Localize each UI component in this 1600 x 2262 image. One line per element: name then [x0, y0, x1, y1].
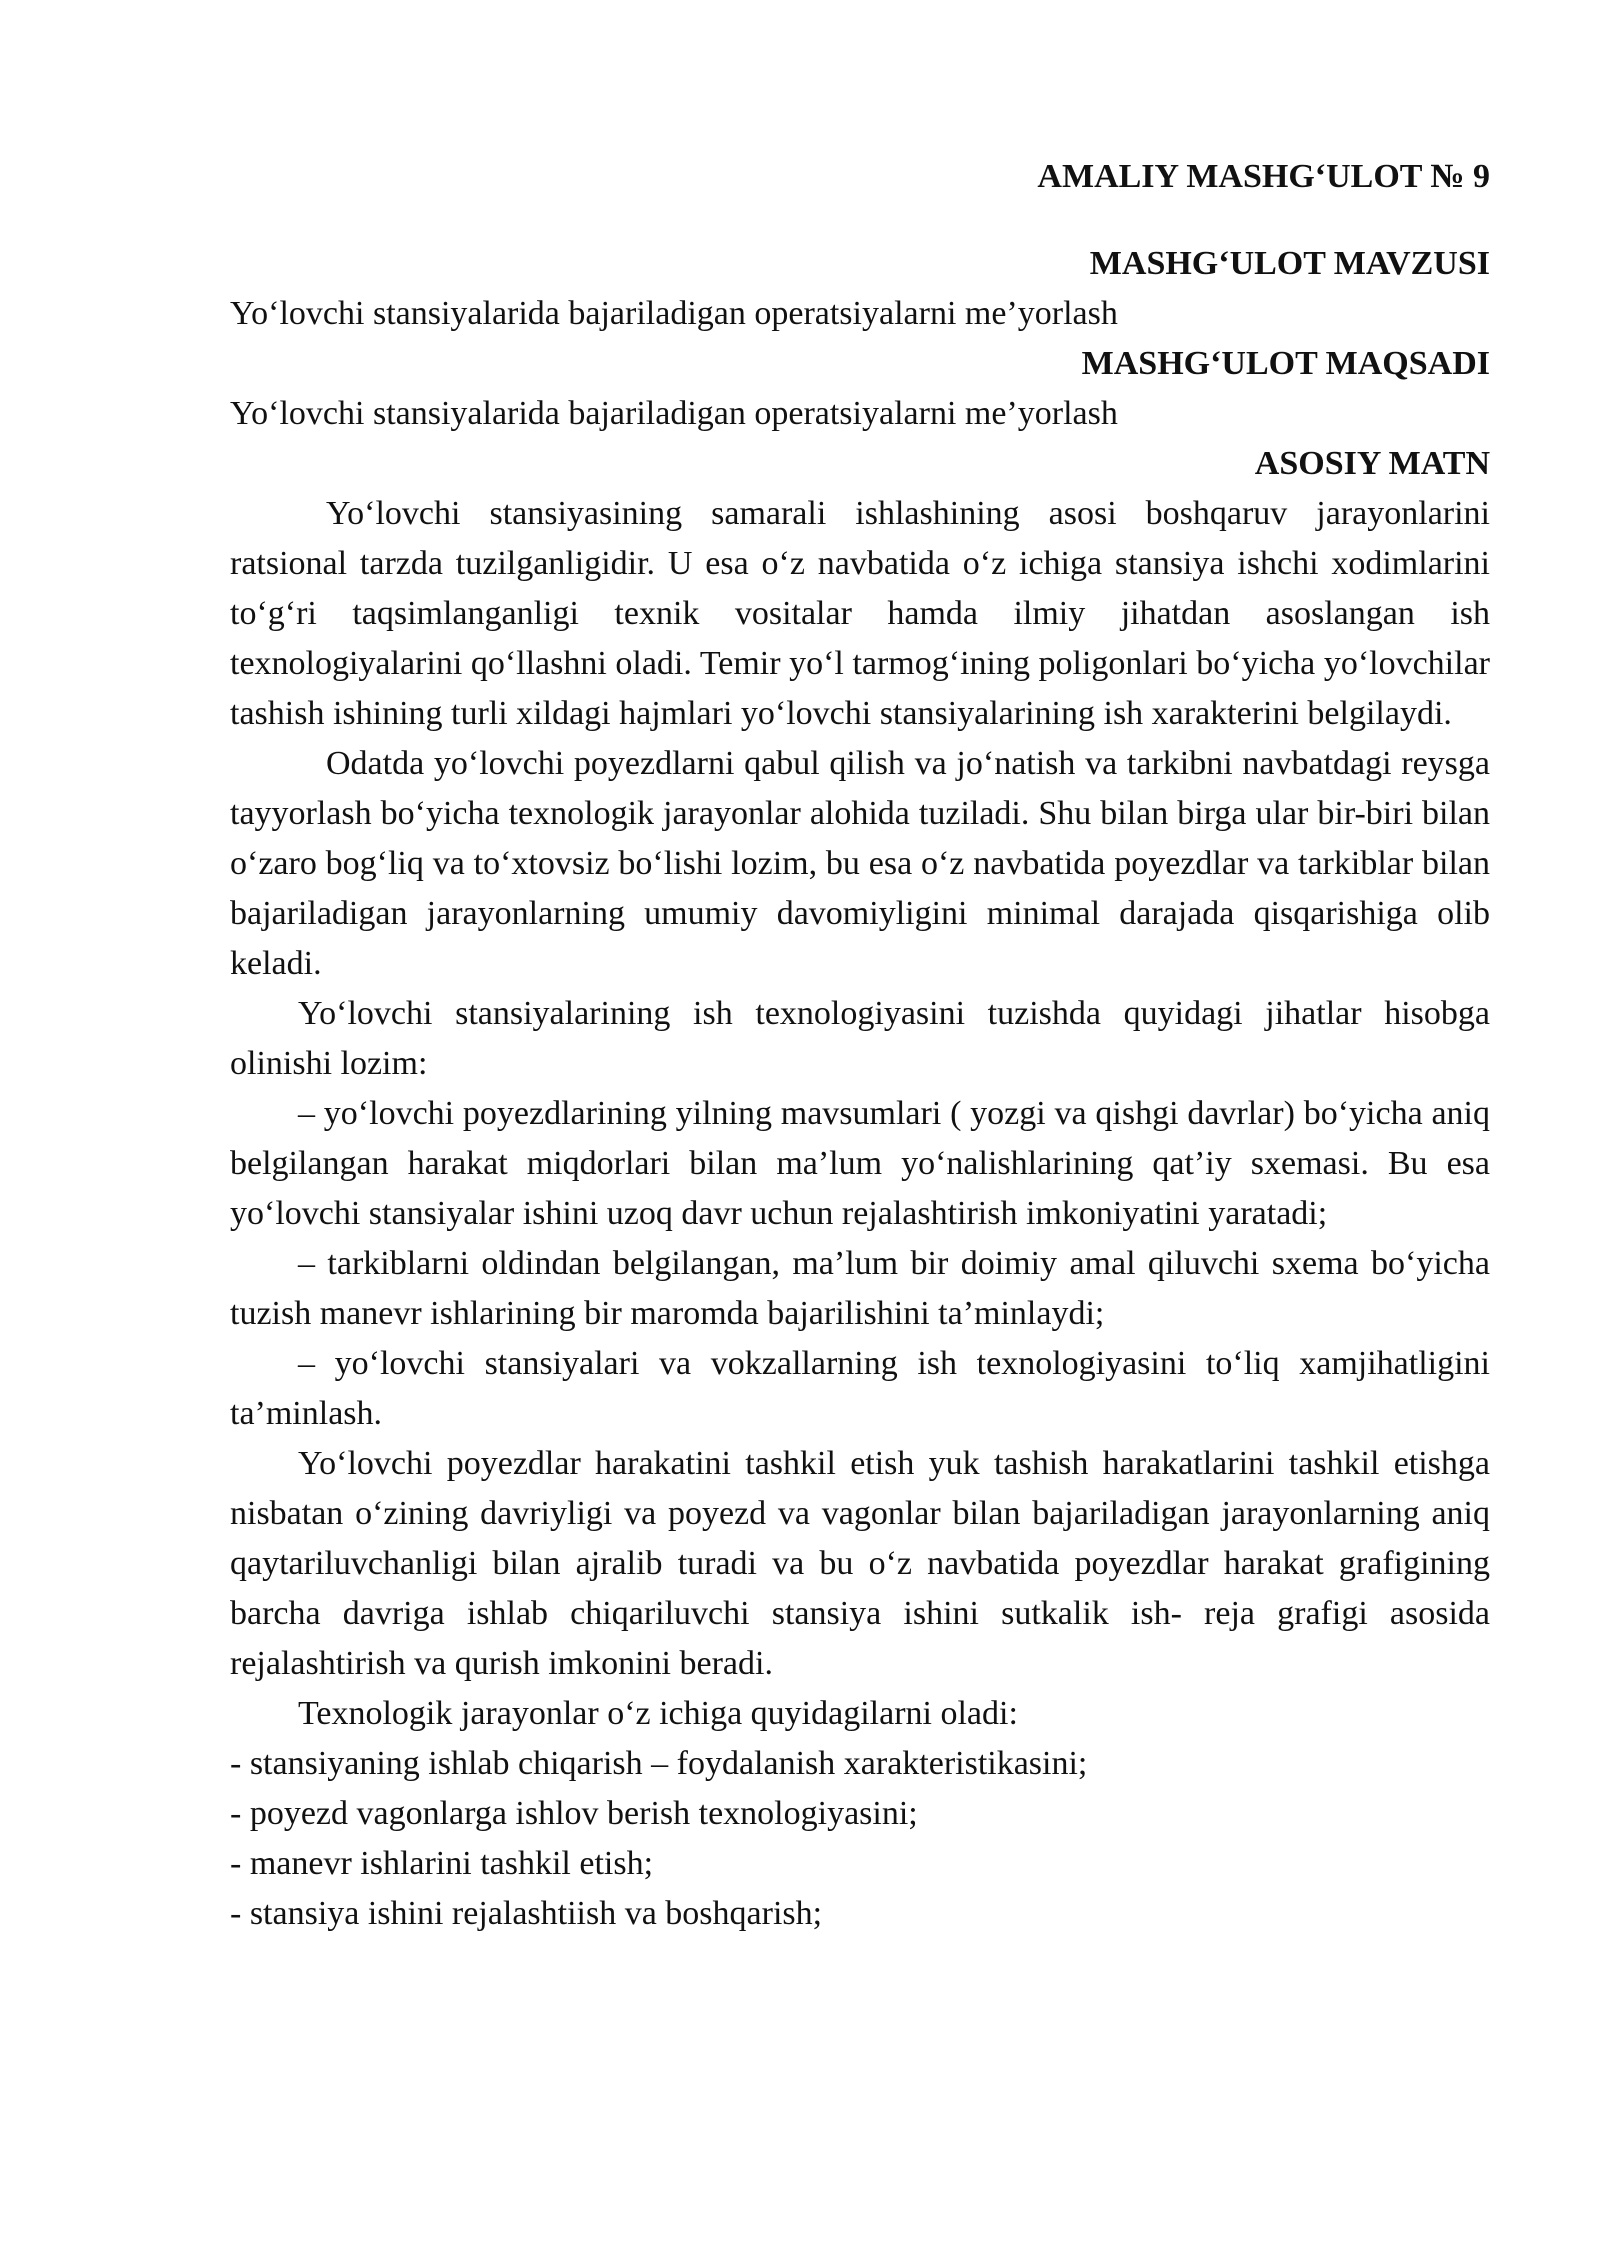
paragraph: Odatda yo‘lovchi poyezdlarni qabul qilish va jo‘natish va tarkibni navbatdagi reysga tayyorlash bo‘yicha texnologik jarayonlar alohida tuziladi. Shu bilan birga ular bir-biri bilan o‘zaro bog‘liq va to‘xtovsiz bo‘lishi lozim, bu esa o‘z navbatida poyezdlar va tarkiblar bilan bajariladigan jarayonlarning umumiy davomiyligini minimal darajada qisqarishiga olib keladi.: [230, 745, 1490, 982]
topic-text: Yo‘lovchi stansiyalarida bajariladigan operatsiyalarni me’yorlash: [230, 295, 1118, 332]
list-item: - poyezd vagonlarga ishlov berish texnologiyasini;: [230, 1795, 918, 1832]
paragraph: – yo‘lovchi poyezdlarining yilning mavsumlari ( yozgi va qishgi davrlar) bo‘yicha aniq belgilangan harakat miqdorlari bilan ma’lum yo‘nalishlarining qat’iy sxemasi. Bu esa yo‘lovchi stansiyalar ishini uzoq davr uchun rejalashtirish imkoniyatini yaratadi;: [230, 1095, 1490, 1232]
paragraph: – tarkiblarni oldindan belgilangan, ma’lum bir doimiy amal qiluvchi sxema bo‘yicha tuzish manevr ishlarining bir maromda bajarilishini ta’minlaydi;: [230, 1245, 1490, 1332]
paragraph: Yo‘lovchi stansiyalarining ish texnologiyasini tuzishda quyidagi jihatlar hisobga olinishi lozim:: [230, 995, 1490, 1082]
process-list: [230, 1739, 1490, 1939]
paragraph: Texnologik jarayonlar o‘z ichiga quyidagilarni oladi:: [298, 1695, 1018, 1732]
goal-text: Yo‘lovchi stansiyalarida bajariladigan operatsiyalarni me’yorlash: [230, 395, 1118, 432]
paragraph: – yo‘lovchi stansiyalari va vokzallarning ish texnologiyasini to‘liq xamjihatligini ta’minlash.: [230, 1345, 1490, 1432]
list-item: - stansiya ishini rejalashtiish va boshqarish;: [230, 1895, 823, 1932]
document-page: [230, 140, 1490, 1939]
goal-heading: MASHG‘ULOT MAQSADI: [1081, 345, 1490, 382]
main-text-heading: ASOSIY MATN: [1254, 445, 1490, 482]
document-title: AMALIY MASHG‘ULOT № 9: [1037, 158, 1490, 195]
paragraph: Yo‘lovchi stansiyasining samarali ishlashining asosi boshqaruv jarayonlarini ratsional tarzda tuzilganligidir. U esa o‘z navbatida o‘z ichiga stansiya ishchi xodimlarini to‘g‘ri taqsimlanganligi texnik vositalar hamda ilmiy jihatdan asoslangan ish texnologiyalarini qo‘llashni oladi. Temir yo‘l tarmog‘ining poligonlari bo‘yicha yo‘lovchilar tashish ishining turli xildagi hajmlari yo‘lovchi stansiyalarining ish xarakterini belgilaydi.: [230, 495, 1490, 732]
list-item: - stansiyaning ishlab chiqarish – foydalanish xarakteristikasini;: [230, 1745, 1088, 1782]
list-item: - manevr ishlarini tashkil etish;: [230, 1845, 654, 1882]
paragraph: Yo‘lovchi poyezdlar harakatini tashkil etish yuk tashish harakatlarini tashkil etishga nisbatan o‘zining davriyligi va poyezd va vagonlar bilan bajariladigan jarayonlarning aniq qaytariluvchanligi bilan ajralib turadi va bu o‘z navbatida poyezdlar harakat grafigining barcha davriga ishlab chiqariluvchi stansiya ishini sutkalik ish- reja grafigi asosida rejalashtirish va qurish imkonini beradi.: [230, 1445, 1490, 1682]
topic-heading: MASHG‘ULOT MAVZUSI: [1089, 245, 1490, 282]
